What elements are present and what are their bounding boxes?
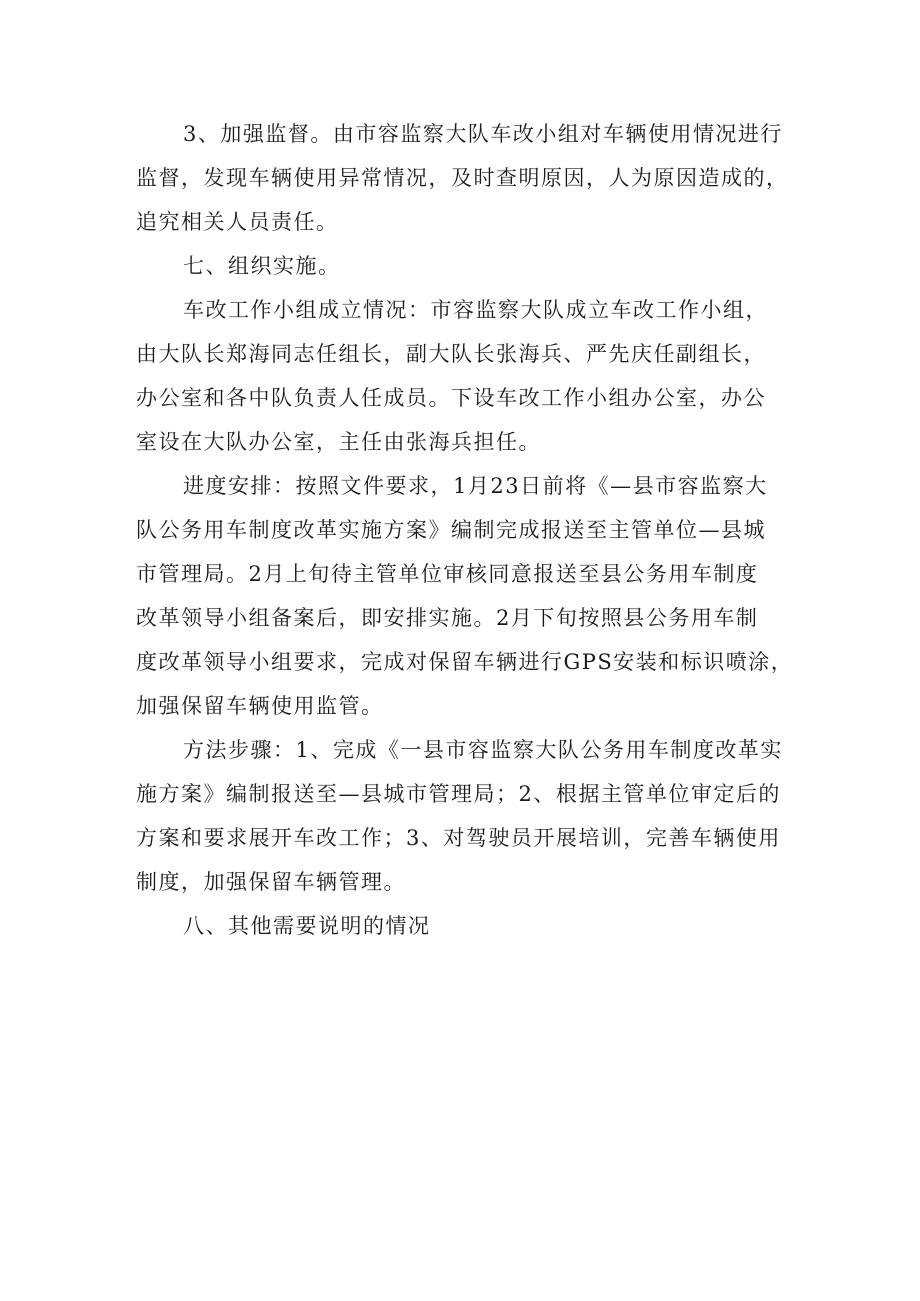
paragraph-line: 改革领导小组备案后，即安排实施。2月下旬按照县公务用车制 xyxy=(136,606,759,630)
paragraph-line: 由大队长郑海同志任组长，副大队长张海兵、严先庆任副组长， xyxy=(136,342,766,366)
section-heading: 七、组织实施。 xyxy=(183,254,341,278)
paragraph-line: 室设在大队办公室，主任由张海兵担任。 xyxy=(136,430,541,454)
paragraph-line: 方法步骤：1、完成《一县市容监察大队公务用车制度改革实 xyxy=(183,738,783,762)
paragraph-line: 制度，加强保留车辆管理。 xyxy=(136,870,406,894)
paragraph-line: 办公室和各中队负责人任成员。下设车改工作小组办公室，办公 xyxy=(136,386,766,410)
paragraph-line: 监督，发现车辆使用异常情况，及时查明原因，人为原因造成的， xyxy=(136,166,789,190)
paragraph-line: 追究相关人员责任。 xyxy=(136,210,339,234)
paragraph-line: 方案和要求展开车改工作；3、对驾驶员开展培训，完善车辆使用 xyxy=(136,826,781,850)
paragraph-line: 施方案》编制报送至—县城市管理局；2、根据主管单位审定后的 xyxy=(136,782,781,806)
paragraph-line: 3、加强监督。由市容监察大队车改小组对车辆使用情况进行 xyxy=(183,122,783,146)
paragraph-line: 进度安排：按照文件要求，1月23日前将《—县市容监察大 xyxy=(183,474,768,498)
paragraph-line: 车改工作小组成立情况：市容监察大队成立车改工作小组， xyxy=(183,298,768,322)
section-heading: 八、其他需要说明的情况 xyxy=(183,914,431,938)
paragraph-line: 队公务用车制度改革实施方案》编制完成报送至主管单位—县城 xyxy=(136,518,766,542)
paragraph-line: 市管理局。2月上旬待主管单位审核同意报送至县公务用车制度 xyxy=(136,562,759,586)
paragraph-line: 度改革领导小组要求，完成对保留车辆进行GPS安装和标识喷涂， xyxy=(136,650,794,674)
paragraph-line: 加强保留车辆使用监管。 xyxy=(136,694,384,718)
